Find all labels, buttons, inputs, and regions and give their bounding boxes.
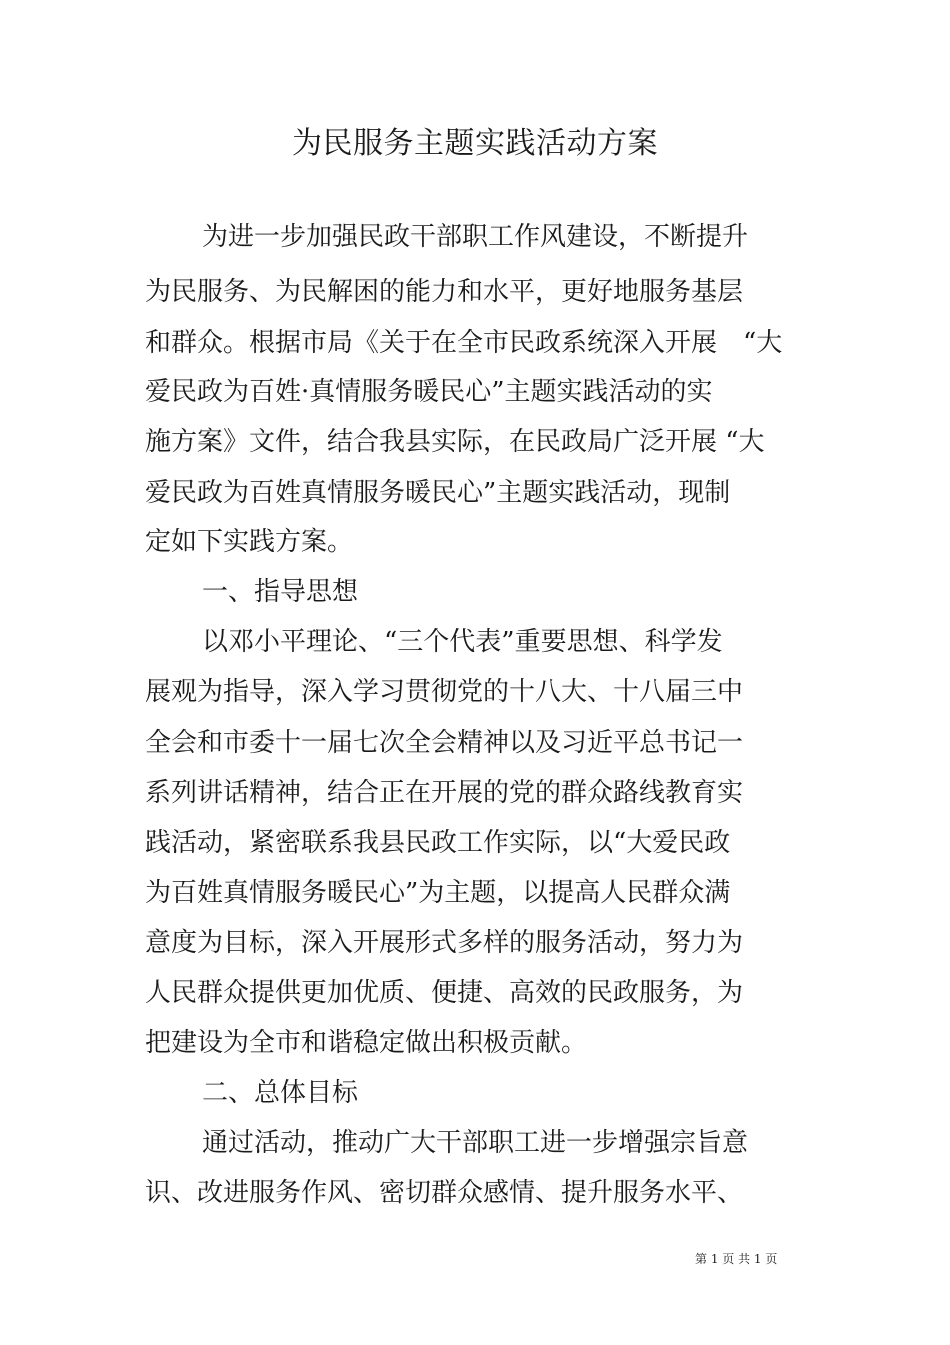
- text-line: 为进一步加强民政干部职工作风建设，不断提升: [202, 222, 749, 252]
- page-footer: 第 1 页 共 1 页: [695, 1252, 778, 1266]
- text-line: 定如下实践方案。: [145, 527, 354, 557]
- text-line: 通过活动，推动广大干部职工进一步增强宗旨意: [202, 1128, 749, 1158]
- text-line: 爱民政为百姓真情服务暖民心”主题实践活动，现制: [145, 478, 731, 508]
- text-line: 展观为指导，深入学习贯彻党的十八大、十八届三中: [145, 677, 744, 707]
- text-line: 和群众。根据市局《关于在全市民政系统深入开展 “大: [145, 328, 783, 358]
- text-line: 为百姓真情服务暖民心”为主题，以提高人民群众满: [145, 878, 731, 908]
- text-line: 施方案》文件，结合我县实际，在民政局广泛开展 “大: [145, 427, 765, 457]
- text-line: 践活动，紧密联系我县民政工作实际，以“大爱民政: [145, 828, 731, 858]
- text-line: 爱民政为百姓·真情服务暖民心”主题实践活动的实: [145, 377, 713, 407]
- text-line: 意度为目标，深入开展形式多样的服务活动，努力为: [145, 928, 744, 958]
- text-line: 全会和市委十一届七次全会精神以及习近平总书记一: [145, 728, 744, 758]
- text-line: 以邓小平理论、“三个代表”重要思想、科学发: [202, 627, 723, 657]
- text-line: 为民服务、为民解困的能力和水平，更好地服务基层: [145, 277, 744, 307]
- text-line: 把建设为全市和谐稳定做出积极贡献。: [145, 1028, 588, 1058]
- text-line: 人民群众提供更加优质、便捷、高效的民政服务，为: [145, 978, 744, 1008]
- section-heading: 一、指导思想: [202, 577, 359, 607]
- section-heading: 二、总体目标: [202, 1078, 359, 1108]
- text-line: 系列讲话精神，结合正在开展的党的群众路线教育实: [145, 778, 744, 808]
- text-line: 识、改进服务作风、密切群众感情、提升服务水平、: [145, 1178, 744, 1208]
- document-title: 为民服务主题实践活动方案: [292, 126, 658, 161]
